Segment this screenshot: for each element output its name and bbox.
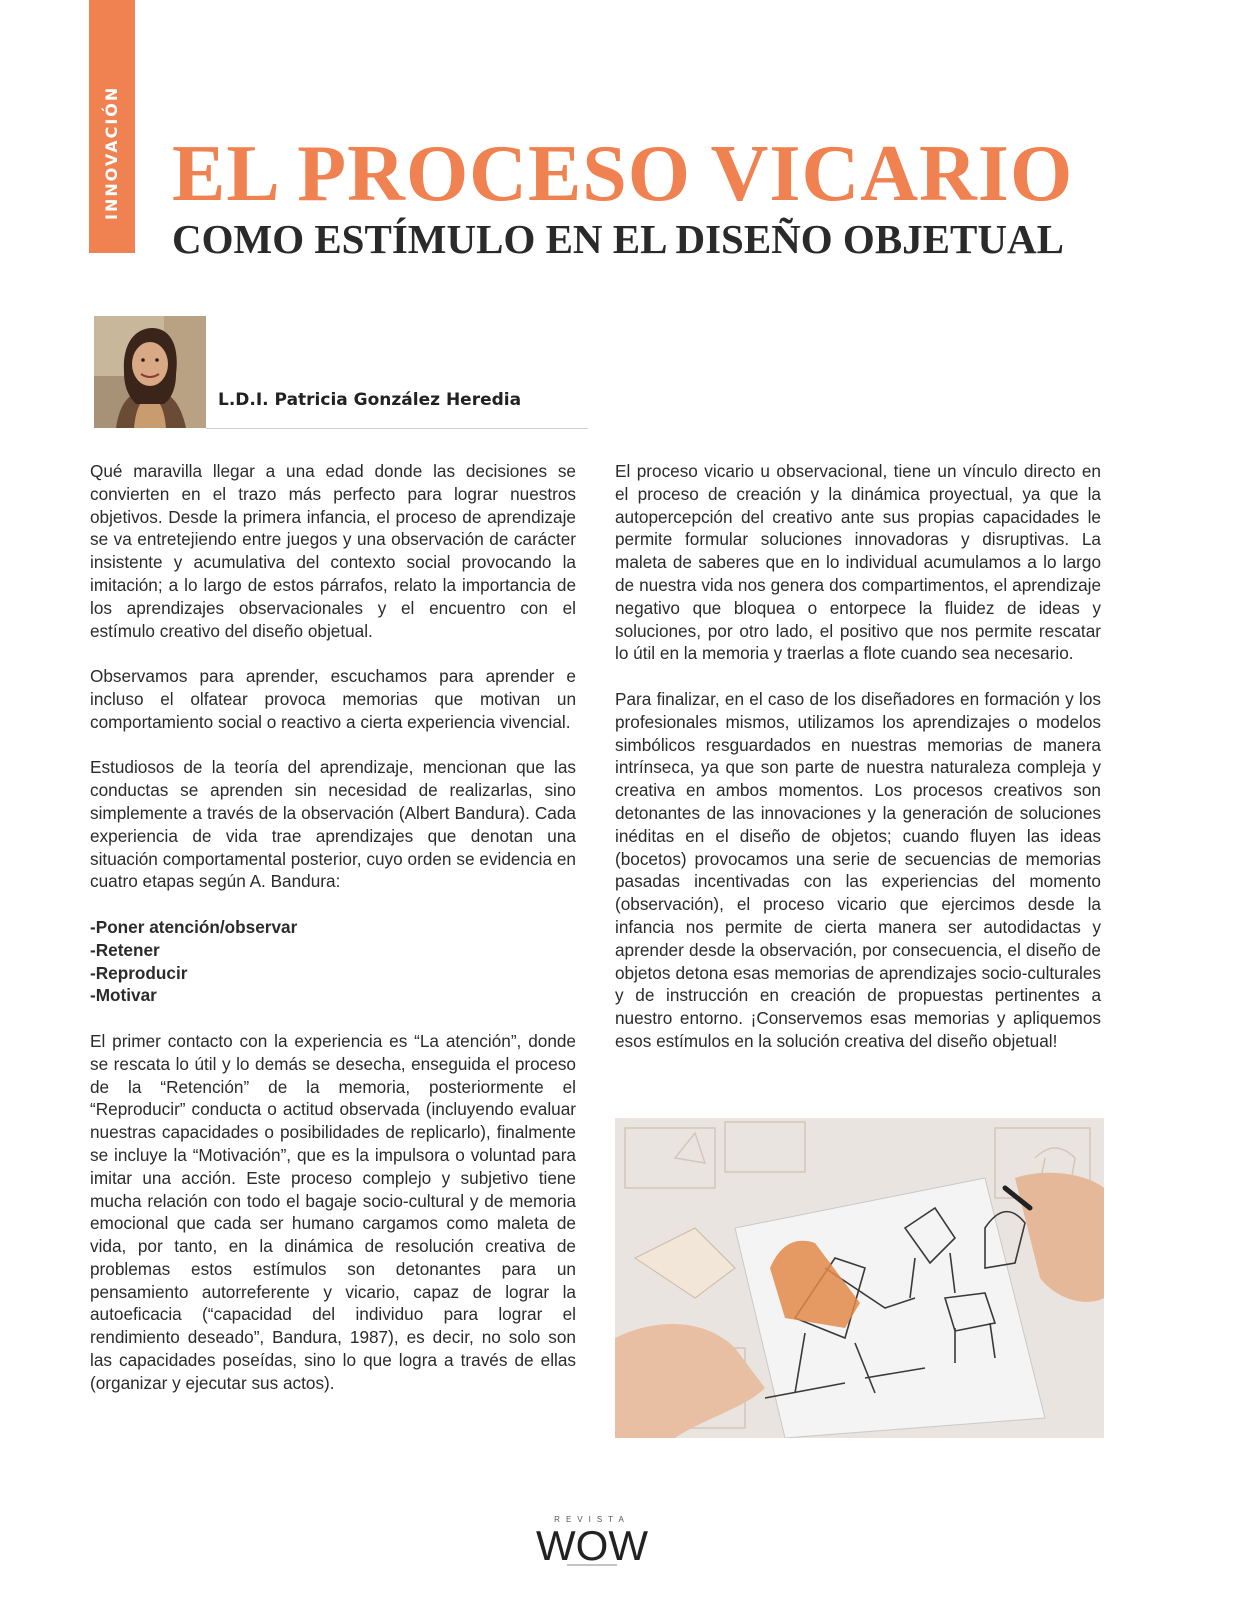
stages-list [90, 916, 576, 1007]
author-name: L.D.I. Patricia González Heredia [218, 390, 522, 410]
stage-item: -Retener [90, 939, 160, 960]
article-title: EL PROCESO VICARIO [172, 130, 1074, 218]
paragraph: El primer contacto con la experiencia es “La atención”, donde se rescata lo útil y lo demás se desecha, enseguida el proceso de la “Retención” de la memoria, posteriormente el “Reproducir” conducta o actitud observada (incluyendo evaluar nuestras capacidades o posibilidades de replicarlo), finalmente se incluye la “Motivación”, que es la impulsora o voluntad para imitar una acción. Este proceso complejo y subjetivo tiene mucha relación con todo el bagaje socio-cultural y de memoria emocional que cada ser humano cargamos como maleta de vida, por tanto, en la dinámica de resolución creativa de problemas estos estímulos son detonantes para un pensamiento autorreferente y vicario, capaz de lograr la autoeficacia (“capacidad del individuo para lograr el rendimiento deseado”, Bandura, 1987), es decir, no solo son las capacidades poseídas, sino lo que logra a través de ellas (organizar y ejecutar sus actos). [90, 1030, 576, 1393]
magazine-logo [527, 1510, 657, 1570]
paragraph: Observamos para aprender, escuchamos para aprender e incluso el olfatear provoca memorias que motivan un comportamiento social o reactivo a cierta experiencia vivencial. [90, 666, 576, 732]
logo-main-text: WOW [536, 1522, 648, 1569]
section-label: INNOVACIÓN [102, 85, 121, 220]
chair-sketch-photo [615, 1118, 1104, 1438]
paragraph: Para finalizar, en el caso de los diseñadores en formación y los profesionales mismos, utilizamos los aprendizajes o modelos simbólicos resguardados en nuestras memorias de manera intrínseca, ya que son parte de nuestra naturaleza compleja y creativa en ambos momentos. Los procesos creativos son detonantes de las innovaciones y la generación de soluciones inéditas en el diseño de objetos; cuando fluyen las ideas (bocetos) provocamos una serie de secuencias de memorias pasadas incentivadas con las experiencias del momento (observación), el proceso vicario que ejercimos desde la infancia nos permite de cierta manera ser autodidactas y aprender desde la observación, por consecuencia, el diseño de objetos detona esas memorias de aprendizajes socio-culturales y de instrucción en creación de propuestas pertinentes a nuestro entorno. ¡Conservemos esas memorias y apliquemos esos estímulos en la solución creativa del diseño objetual! [615, 688, 1101, 1051]
paragraph: El proceso vicario u observacional, tiene un vínculo directo en el proceso de creación y la dinámica proyectual, ya que la autopercepción del creativo ante sus propias capacidades le permite formular soluciones innovadoras y disruptivas. La maleta de saberes que en lo individual acumulamos a lo largo de nuestra vida nos genera dos compartimentos, el aprendizaje negativo que bloquea o entorpece la fluidez de ideas y soluciones, por otro lado, el positivo que nos permite rescatar lo útil en la memoria y traerlas a flote cuando sea necesario. [615, 461, 1101, 664]
author-divider [206, 428, 588, 429]
paragraph: Estudiosos de la teoría del aprendizaje, mencionan que las conductas se aprenden sin necesidad de realizarlas, sino simplemente a través de la observación (Albert Bandura). Cada experiencia de vida trae aprendizajes que denotan una situación comportamental posterior, cuyo orden se evidencia en cuatro etapas según A. Bandura: [90, 757, 576, 892]
paragraph: Qué maravilla llegar a una edad donde las decisiones se convierten en el trazo más perfecto para lograr nuestros objetivos. Desde la primera infancia, el proceso de aprendizaje se va entretejiendo entre juegos y una observación de carácter insistente y acumulativa del contexto social provocando la imitación; a lo largo de estos párrafos, relato la importancia de los aprendizajes observacionales y el encuentro con el estímulo creativo del diseño objetual. [90, 461, 576, 641]
logo-top-text: REVISTA [554, 1515, 630, 1524]
stage-item: -Reproducir [90, 962, 188, 983]
article-subtitle: COMO ESTÍMULO EN EL DISEÑO OBJETUAL [172, 216, 1064, 262]
right-column [615, 460, 1101, 1076]
stage-item: -Poner atención/observar [90, 916, 298, 937]
left-column [90, 460, 576, 1417]
stage-item: -Motivar [90, 985, 157, 1006]
author-photo [94, 316, 206, 428]
